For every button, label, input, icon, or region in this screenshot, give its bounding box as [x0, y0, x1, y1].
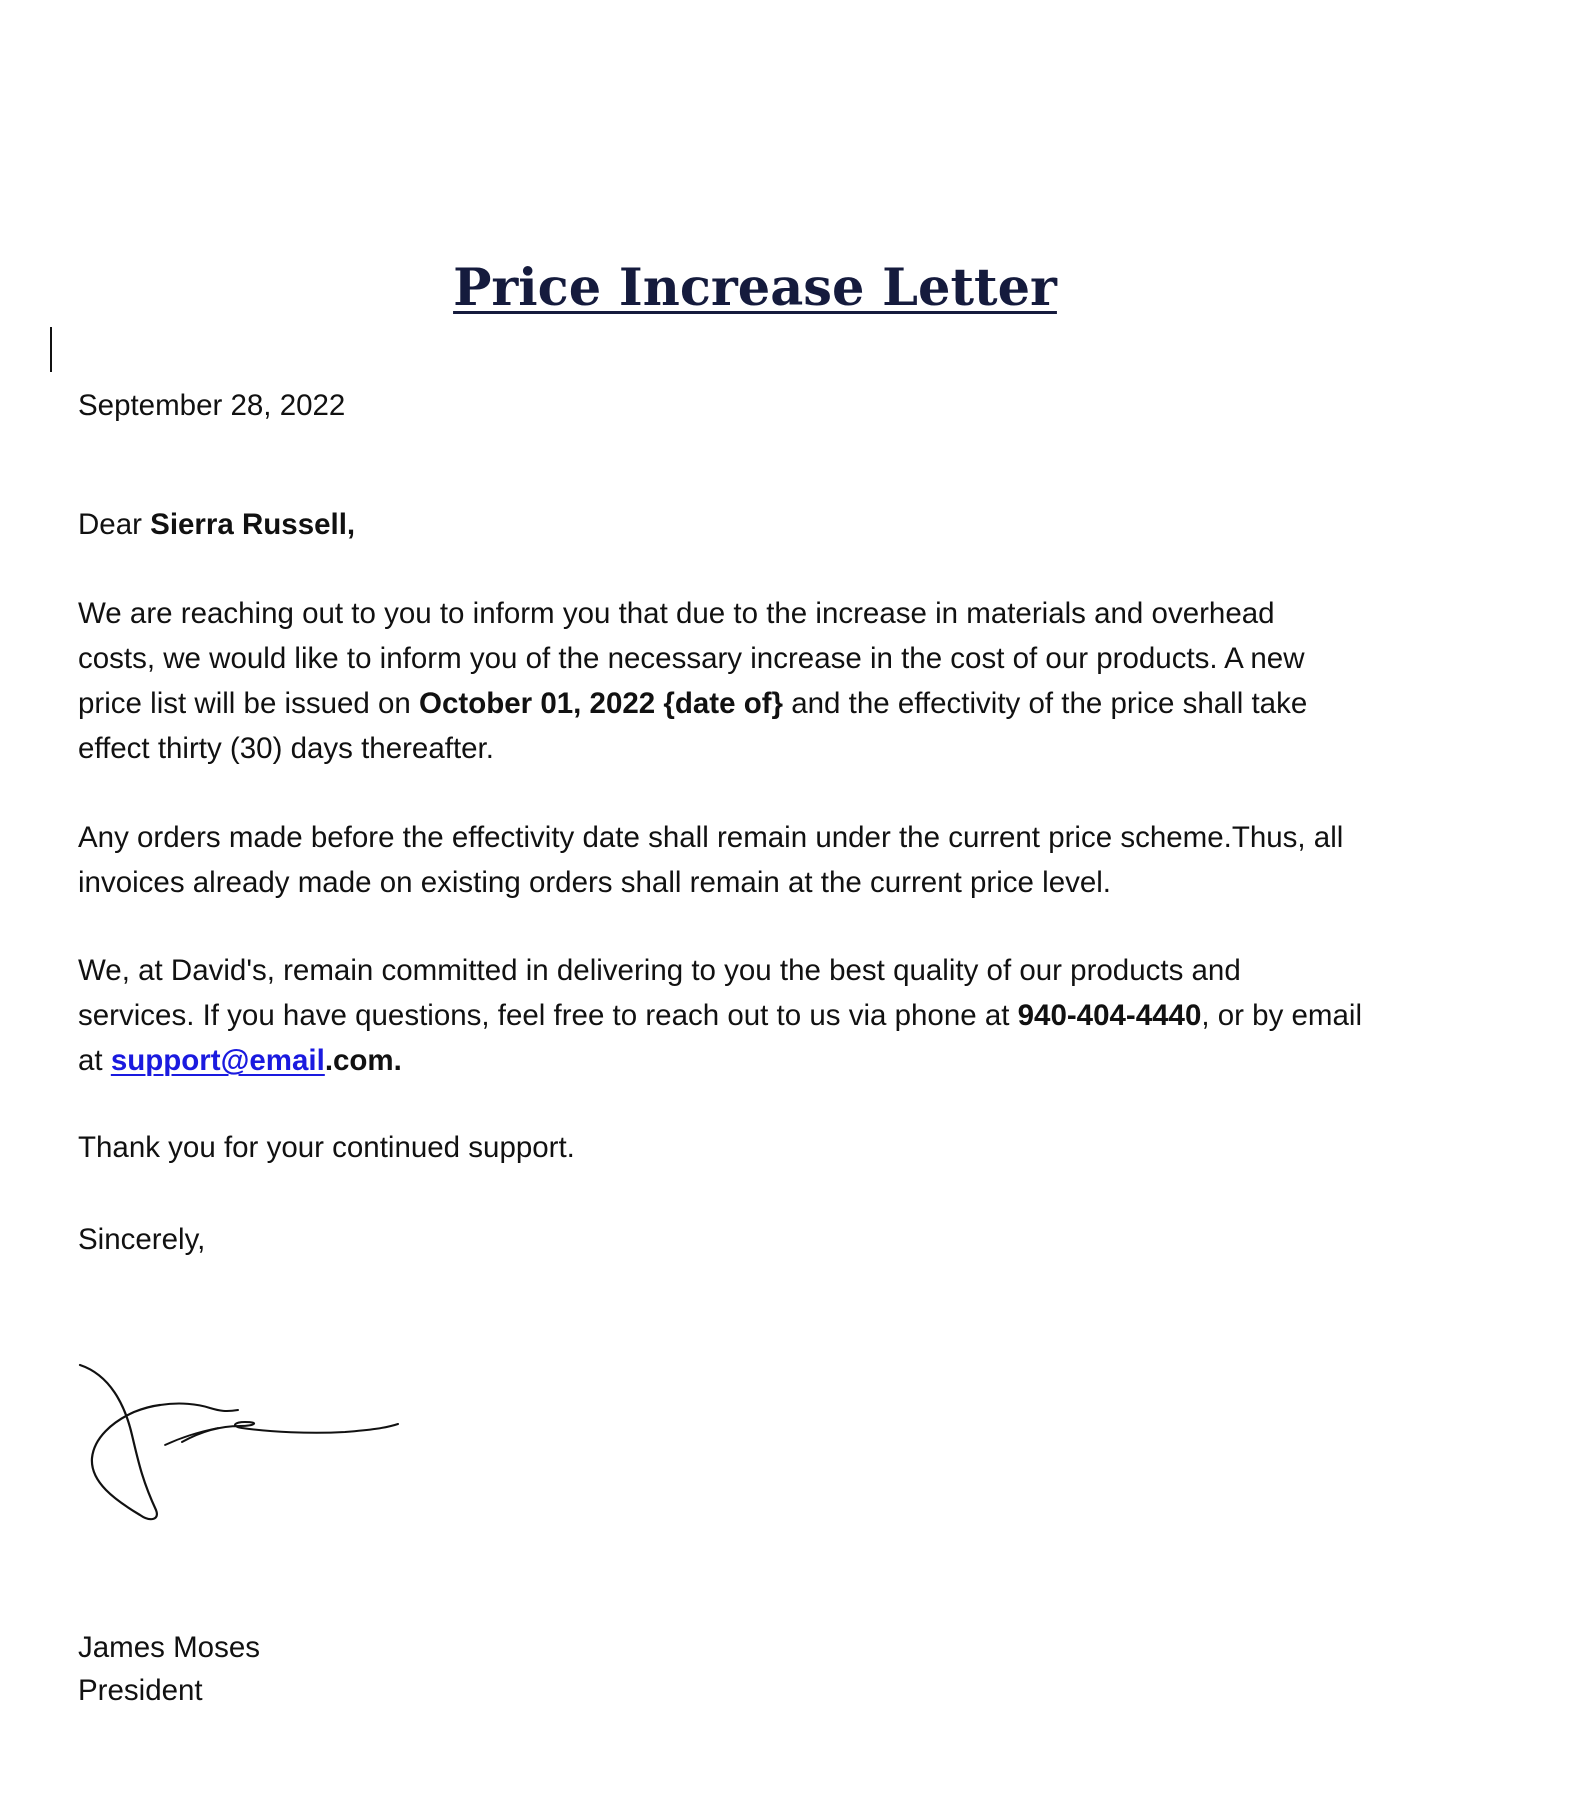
letter-date: September 28, 2022 — [78, 389, 346, 422]
email-link[interactable]: support@email — [110, 1044, 325, 1077]
email-suffix: .com. — [324, 1044, 402, 1077]
paragraph-3 — [78, 948, 1498, 1083]
paragraph-1-line-4: effect thirty (30) days thereafter. — [78, 732, 494, 765]
paragraph-1 — [78, 591, 1498, 771]
signer-title: President — [78, 1674, 203, 1707]
paragraph-3-line-1: We, at David's, remain committed in delivering to you the best quality of our products and — [78, 954, 1241, 987]
signature-stroke-middle — [182, 1422, 398, 1442]
thanks-line: Thank you for your continued support. — [78, 1131, 575, 1164]
paragraph-1-line-3-prefix: price list will be issued on — [78, 687, 420, 720]
signer-name: James Moses — [78, 1631, 260, 1664]
paragraph-1-line-3 — [78, 681, 1498, 726]
salutation-prefix: Dear — [78, 508, 151, 541]
paragraph-2-line-2: invoices already made on existing orders shall remain at the current price level. — [78, 866, 1112, 899]
phone-number: 940-404-4440 — [1017, 999, 1202, 1032]
paragraph-3-line-3 — [78, 1038, 1498, 1083]
salutation — [78, 502, 1498, 547]
signature-stroke-upper — [160, 1404, 238, 1411]
paragraph-2 — [78, 815, 1498, 905]
text-cursor — [50, 327, 52, 372]
paragraph-3-line-2-suffix: , or by email — [1201, 999, 1363, 1032]
paragraph-1-line-1: We are reaching out to you to inform you that due to the increase in materials and overhead — [78, 597, 1275, 630]
signature-stroke-main — [80, 1365, 160, 1519]
letter-title: Price Increase Letter — [453, 258, 1057, 318]
paragraph-1-line-3-suffix: and the effectivity of the price shall take — [783, 687, 1308, 720]
paragraph-1-line-2: costs, we would like to inform you of the necessary increase in the cost of our products. A new — [78, 642, 1305, 675]
closing: Sincerely, — [78, 1223, 206, 1256]
paragraph-2-line-1: Any orders made before the effectivity date shall remain under the current price scheme.Thus, all — [78, 821, 1344, 854]
effective-date: October 01, 2022 {date of} — [419, 687, 784, 720]
paragraph-3-line-3-prefix: at — [78, 1044, 111, 1077]
recipient-name: Sierra Russell, — [150, 508, 356, 541]
signature-image — [70, 1360, 410, 1530]
paragraph-3-line-2-prefix: services. If you have questions, feel free to reach out to us via phone at — [78, 999, 1018, 1032]
paragraph-3-line-2 — [78, 993, 1498, 1038]
